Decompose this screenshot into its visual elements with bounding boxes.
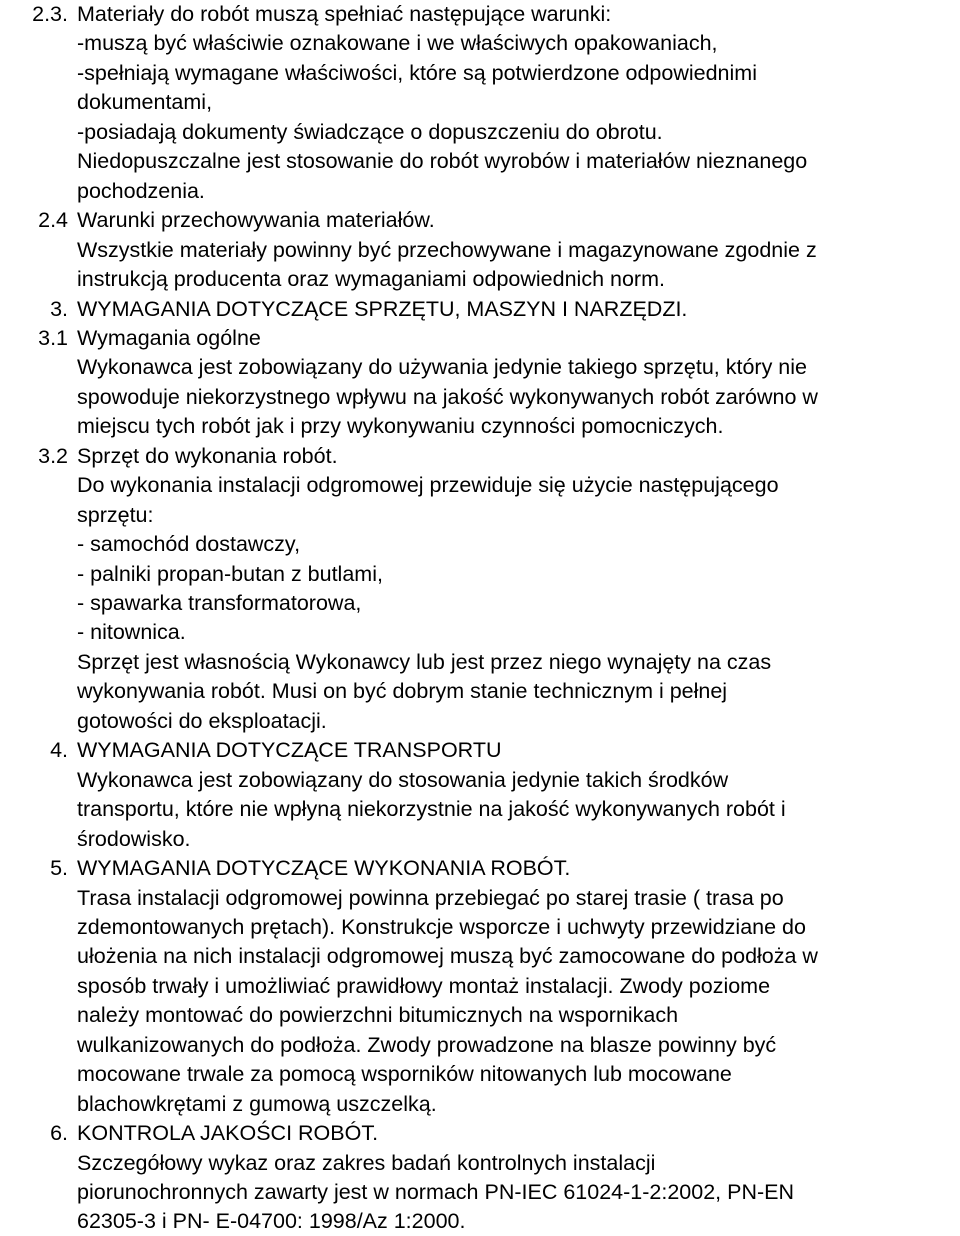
- body-line: sposób trwały i umożliwiać prawidłowy montaż instalacji. Zwody poziome: [77, 973, 771, 998]
- body-line: wykonywania robót. Musi on być dobrym stanie technicznym i pełnej: [77, 679, 728, 704]
- body-line: zdemontowanych prętach). Konstrukcje wsporcze i uchwyty przewidziane do: [77, 914, 806, 939]
- section-heading-line: WYMAGANIA DOTYCZĄCE SPRZĘTU, MASZYN I NARZĘDZI.: [77, 296, 688, 321]
- body-line: piorunochronnych zawarty jest w normach PN-IEC 61024-1-2:2002, PN-EN: [77, 1180, 794, 1204]
- body-line: Wykonawca jest zobowiązany do używania jedynie takiego sprzętu, który nie: [77, 355, 807, 380]
- body-line: 62305-3 i PN- E-04700: 1998/Az 1:2000.: [77, 1209, 466, 1234]
- section-heading-line: WYMAGANIA DOTYCZĄCE WYKONANIA ROBÓT.: [77, 856, 571, 881]
- section-heading-line: WYMAGANIA DOTYCZĄCE TRANSPORTU: [77, 738, 502, 763]
- body-line: Szczegółowy wykaz oraz zakres badań kontrolnych instalacji: [77, 1150, 656, 1175]
- body-line: dokumentami,: [77, 90, 213, 115]
- section-number: 2.3.: [32, 2, 68, 26]
- body-line: Trasa instalacji odgromowej powinna przebiegać po starej trasie ( trasa po: [77, 885, 784, 910]
- body-line: - palniki propan-butan z butlami,: [77, 561, 383, 586]
- body-line: - nitownica.: [77, 620, 186, 645]
- section-heading-line: Wymagania ogólne: [77, 325, 261, 350]
- section-number: 3.2: [38, 443, 68, 468]
- body-line: środowisko.: [77, 826, 191, 851]
- body-line: - samochód dostawczy,: [77, 532, 301, 557]
- body-line: gotowości do eksploatacji.: [77, 708, 327, 733]
- section-heading-line: KONTROLA JAKOŚCI ROBÓT.: [77, 1121, 379, 1146]
- body-line: instrukcją producenta oraz wymaganiami odpowiednich norm.: [77, 267, 665, 292]
- section-number: 4.: [50, 738, 68, 763]
- body-line: -posiadają dokumenty świadczące o dopuszczeniu do obrotu.: [77, 119, 663, 144]
- body-line: transportu, które nie wpłyną niekorzystnie na jakość wykonywanych robót i: [77, 797, 786, 822]
- section-number: 5.: [50, 856, 68, 881]
- body-line: Wykonawca jest zobowiązany do stosowania jedynie takich środków: [77, 767, 729, 792]
- body-line: -spełniają wymagane właściwości, które są potwierdzone odpowiednimi: [77, 60, 757, 85]
- section-heading-line: Materiały do robót muszą spełniać następujące warunki:: [77, 2, 612, 26]
- body-line: Niedopuszczalne jest stosowanie do robót wyrobów i materiałów nieznanego: [77, 149, 808, 174]
- body-line: sprzętu:: [77, 502, 154, 527]
- body-line: mocowane trwale za pomocą wsporników nitowanych lub mocowane: [77, 1062, 732, 1087]
- body-line: Do wykonania instalacji odgromowej przewiduje się użycie następującego: [77, 473, 779, 498]
- section-number: 6.: [50, 1121, 68, 1146]
- body-line: Wszystkie materiały powinny być przechowywane i magazynowane zgodnie z: [77, 237, 817, 262]
- body-line: miejscu tych robót jak i przy wykonywaniu czynności pomocniczych.: [77, 414, 724, 439]
- section-number: 2.4: [38, 208, 68, 233]
- body-line: ułożenia na nich instalacji odgromowej muszą być zamocowane do podłoża w: [77, 944, 818, 969]
- section-number: 3.1: [38, 325, 68, 350]
- body-line: -muszą być właściwie oznakowane i we właściwych opakowaniach,: [77, 31, 718, 56]
- body-line: należy montować do powierzchni bitumicznych na wspornikach: [77, 1003, 679, 1028]
- section-heading-line: Warunki przechowywania materiałów.: [77, 208, 435, 233]
- section-heading-line: Sprzęt do wykonania robót.: [77, 443, 338, 468]
- body-line: blachowkrętami z gumową uszczelką.: [77, 1091, 437, 1116]
- body-line: Sprzęt jest własnością Wykonawcy lub jest przez niego wynajęty na czas: [77, 649, 772, 674]
- body-line: - spawarka transformatorowa,: [77, 591, 362, 615]
- section-number: 3.: [50, 296, 68, 321]
- body-line: wulkanizowanych do podłoża. Zwody prowadzone na blasze powinny być: [77, 1032, 777, 1057]
- body-line: spowoduje niekorzystnego wpływu na jakość wykonywanych robót zarówno w: [77, 384, 818, 409]
- body-line: pochodzenia.: [77, 178, 205, 203]
